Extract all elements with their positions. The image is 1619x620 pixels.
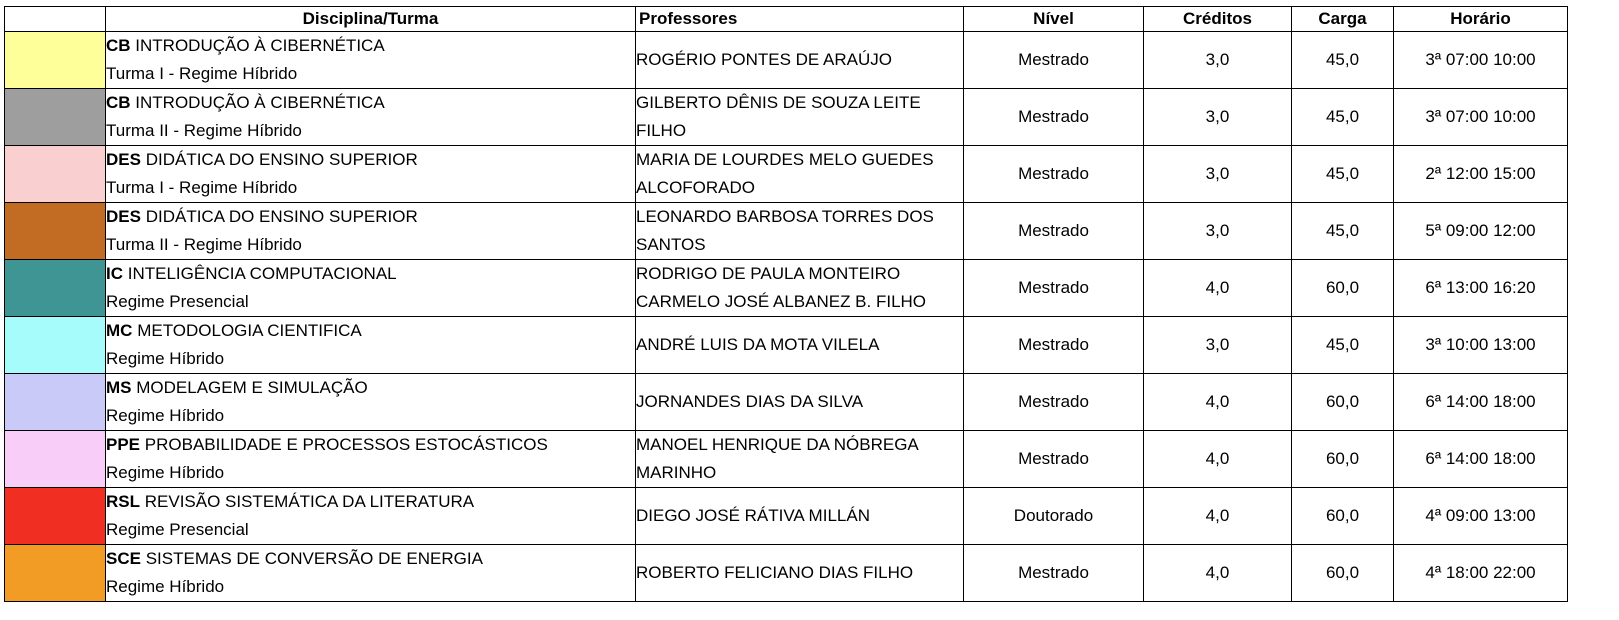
horario-header: Horário — [1394, 7, 1568, 32]
color-swatch — [5, 260, 106, 317]
horario-cell: 3ª 10:00 13:00 — [1394, 317, 1568, 374]
turma-label: Regime Híbrido — [106, 406, 225, 425]
discipline-name: DIDÁTICA DO ENSINO SUPERIOR — [145, 150, 418, 169]
horario-cell: 2ª 12:00 15:00 — [1394, 146, 1568, 203]
discipline-name: DIDÁTICA DO ENSINO SUPERIOR — [145, 207, 418, 226]
disciplina-header: Disciplina/Turma — [106, 7, 636, 32]
table-row — [5, 32, 1568, 89]
professors-text: MARIA DE LOURDES MELO GUEDES ALCOFORADO — [636, 150, 934, 197]
table-row — [5, 317, 1568, 374]
creditos-cell: 4,0 — [1144, 260, 1292, 317]
professors-text: MANOEL HENRIQUE DA NÓBREGA MARINHO — [636, 435, 918, 482]
professors-cell — [636, 260, 964, 317]
discipline-code: DES — [106, 207, 141, 226]
carga-cell: 45,0 — [1292, 32, 1394, 89]
professors-text: JORNANDES DIAS DA SILVA — [636, 392, 864, 411]
turma-label: Regime Híbrido — [106, 349, 225, 368]
color-swatch — [5, 146, 106, 203]
discipline-name: SISTEMAS DE CONVERSÃO DE ENERGIA — [145, 549, 483, 568]
discipline-cell — [106, 146, 636, 203]
discipline-code: PPE — [106, 435, 141, 454]
creditos-cell: 3,0 — [1144, 146, 1292, 203]
nivel-cell: Doutorado — [964, 488, 1144, 545]
color-swatch — [5, 203, 106, 260]
professors-text: RODRIGO DE PAULA MONTEIRO CARMELO JOSÉ ALBANEZ B. FILHO — [636, 264, 927, 311]
carga-header: Carga — [1292, 7, 1394, 32]
creditos-cell: 4,0 — [1144, 488, 1292, 545]
creditos-cell: 3,0 — [1144, 89, 1292, 146]
professors-cell — [636, 488, 964, 545]
carga-cell: 45,0 — [1292, 317, 1394, 374]
professors-cell — [636, 431, 964, 488]
turma-label: Regime Híbrido — [106, 577, 225, 596]
professors-cell — [636, 146, 964, 203]
discipline-cell — [106, 203, 636, 260]
discipline-cell — [106, 545, 636, 602]
discipline-cell — [106, 260, 636, 317]
creditos-cell: 4,0 — [1144, 545, 1292, 602]
discipline-name: INTRODUÇÃO À CIBERNÉTICA — [135, 93, 385, 112]
carga-cell: 60,0 — [1292, 488, 1394, 545]
discipline-cell — [106, 488, 636, 545]
color-header — [5, 7, 106, 32]
professors-cell — [636, 317, 964, 374]
carga-cell: 60,0 — [1292, 374, 1394, 431]
professors-text: GILBERTO DÊNIS DE SOUZA LEITE FILHO — [636, 93, 921, 140]
color-swatch — [5, 32, 106, 89]
discipline-code: SCE — [106, 549, 141, 568]
discipline-code: RSL — [106, 492, 140, 511]
table-row — [5, 89, 1568, 146]
discipline-name: INTRODUÇÃO À CIBERNÉTICA — [135, 36, 385, 55]
nivel-cell: Mestrado — [964, 260, 1144, 317]
carga-cell: 60,0 — [1292, 545, 1394, 602]
color-swatch — [5, 374, 106, 431]
carga-cell: 60,0 — [1292, 431, 1394, 488]
professors-cell — [636, 32, 964, 89]
professors-cell — [636, 203, 964, 260]
nivel-cell: Mestrado — [964, 146, 1144, 203]
creditos-cell: 4,0 — [1144, 431, 1292, 488]
turma-label: Regime Híbrido — [106, 463, 225, 482]
horario-cell: 4ª 09:00 13:00 — [1394, 488, 1568, 545]
nivel-cell: Mestrado — [964, 317, 1144, 374]
professors-text: ROBERTO FELICIANO DIAS FILHO — [636, 563, 914, 582]
header-row — [5, 7, 1568, 32]
creditos-header: Créditos — [1144, 7, 1292, 32]
table-row — [5, 545, 1568, 602]
discipline-code: MS — [106, 378, 132, 397]
carga-cell: 45,0 — [1292, 89, 1394, 146]
nivel-cell: Mestrado — [964, 374, 1144, 431]
turma-label: Turma I - Regime Híbrido — [106, 64, 298, 83]
carga-cell: 60,0 — [1292, 260, 1394, 317]
discipline-name: REVISÃO SISTEMÁTICA DA LITERATURA — [144, 492, 475, 511]
nivel-cell: Mestrado — [964, 431, 1144, 488]
horario-cell: 4ª 18:00 22:00 — [1394, 545, 1568, 602]
creditos-cell: 3,0 — [1144, 317, 1292, 374]
table-row — [5, 488, 1568, 545]
color-swatch — [5, 488, 106, 545]
discipline-code: CB — [106, 93, 131, 112]
carga-cell: 45,0 — [1292, 146, 1394, 203]
turma-label: Turma II - Regime Híbrido — [106, 235, 302, 254]
discipline-name: METODOLOGIA CIENTIFICA — [137, 321, 362, 340]
professors-text: ANDRÉ LUIS DA MOTA VILELA — [636, 335, 880, 354]
discipline-code: DES — [106, 150, 141, 169]
professors-text: DIEGO JOSÉ RÁTIVA MILLÁN — [636, 506, 870, 525]
professors-text: LEONARDO BARBOSA TORRES DOS SANTOS — [636, 207, 934, 254]
horario-cell: 3ª 07:00 10:00 — [1394, 32, 1568, 89]
table-row — [5, 431, 1568, 488]
turma-label: Regime Presencial — [106, 520, 249, 539]
professors-cell — [636, 545, 964, 602]
nivel-cell: Mestrado — [964, 545, 1144, 602]
table-row — [5, 146, 1568, 203]
color-swatch — [5, 89, 106, 146]
professors-cell — [636, 89, 964, 146]
creditos-cell: 4,0 — [1144, 374, 1292, 431]
turma-label: Regime Presencial — [106, 292, 249, 311]
discipline-name: MODELAGEM E SIMULAÇÃO — [136, 378, 368, 397]
discipline-name: INTELIGÊNCIA COMPUTACIONAL — [127, 264, 397, 283]
color-swatch — [5, 431, 106, 488]
discipline-cell — [106, 374, 636, 431]
color-swatch — [5, 317, 106, 374]
professors-cell — [636, 374, 964, 431]
discipline-code: CB — [106, 36, 131, 55]
discipline-code: IC — [106, 264, 123, 283]
professores-header: Professores — [636, 7, 964, 32]
discipline-code: MC — [106, 321, 133, 340]
creditos-cell: 3,0 — [1144, 32, 1292, 89]
discipline-name: PROBABILIDADE E PROCESSOS ESTOCÁSTICOS — [144, 435, 548, 454]
carga-cell: 45,0 — [1292, 203, 1394, 260]
nivel-cell: Mestrado — [964, 203, 1144, 260]
table-row — [5, 203, 1568, 260]
horario-cell: 6ª 14:00 18:00 — [1394, 431, 1568, 488]
discipline-cell — [106, 431, 636, 488]
color-swatch — [5, 545, 106, 602]
nivel-header: Nível — [964, 7, 1144, 32]
table-row — [5, 260, 1568, 317]
turma-label: Turma I - Regime Híbrido — [106, 178, 298, 197]
nivel-cell: Mestrado — [964, 32, 1144, 89]
horario-cell: 5ª 09:00 12:00 — [1394, 203, 1568, 260]
professors-text: ROGÉRIO PONTES DE ARAÚJO — [636, 50, 892, 69]
table-row — [5, 374, 1568, 431]
horario-cell: 6ª 14:00 18:00 — [1394, 374, 1568, 431]
nivel-cell: Mestrado — [964, 89, 1144, 146]
discipline-cell — [106, 32, 636, 89]
horario-cell: 3ª 07:00 10:00 — [1394, 89, 1568, 146]
horario-cell: 6ª 13:00 16:20 — [1394, 260, 1568, 317]
creditos-cell: 3,0 — [1144, 203, 1292, 260]
turma-label: Turma II - Regime Híbrido — [106, 121, 302, 140]
discipline-cell — [106, 317, 636, 374]
schedule-table — [4, 6, 1568, 602]
discipline-cell — [106, 89, 636, 146]
